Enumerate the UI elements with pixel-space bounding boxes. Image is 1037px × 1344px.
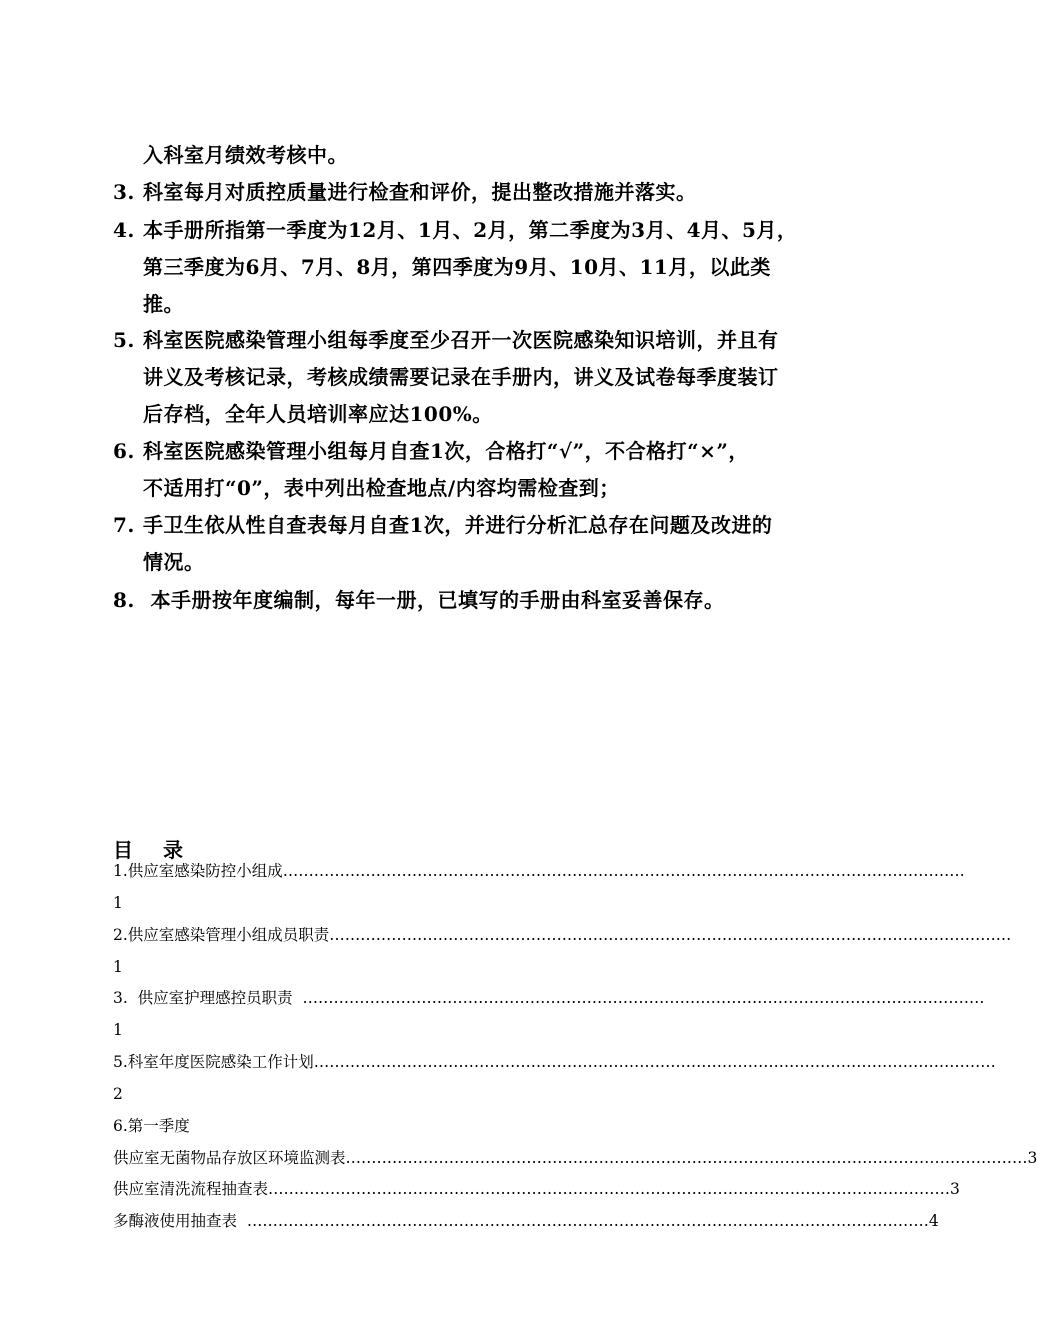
- rule-4: [113, 212, 843, 323]
- toc-entry-label: 供应室清洗流程抽查表: [113, 1180, 269, 1198]
- rule-7: [113, 507, 843, 581]
- toc-entry-page: 3: [950, 1180, 960, 1198]
- rule-line: 推。: [143, 292, 184, 316]
- rule-line: 科室医院感染管理小组每月自查1次，合格打“√”，不合格打“×”，: [143, 439, 749, 463]
- toc-entry-label: 2.供应室感染管理小组成员职责: [113, 926, 330, 944]
- toc-title-left: 目: [113, 838, 133, 862]
- rule-8: [113, 582, 843, 619]
- toc-entry-label: 6.第一季度: [113, 1117, 190, 1135]
- toc-entry-page: 1: [113, 958, 123, 976]
- toc-entry[interactable]: [113, 1148, 1037, 1168]
- rule-line: 不适用打“0”，表中列出检查地点/内容均需检查到；: [143, 476, 620, 500]
- toc-entry-page-row: [113, 1084, 835, 1104]
- toc-entry-page-row: [113, 1020, 835, 1040]
- toc-entry-label: 3. 供应室护理感控员职责: [113, 989, 303, 1007]
- toc-entry-label: 供应室无菌物品存放区环境监测表: [113, 1149, 346, 1167]
- rule-6: [113, 433, 843, 507]
- rule-line: 后存档，全年人员培训率应达100%。: [143, 402, 493, 426]
- toc-leader-dots: ……………………………………………………………………………………………………………………: [345, 1149, 1028, 1167]
- rule-number: 4.: [113, 218, 135, 242]
- toc-entry-page: 1: [113, 894, 123, 912]
- toc-leader-dots: ……………………………………………………………………………………………………………………: [282, 862, 965, 880]
- toc-leader-dots: ……………………………………………………………………………………………………………………: [302, 989, 985, 1007]
- rule-line: 本手册所指第一季度为12月、1月、2月，第二季度为3月、4月、5月，: [143, 218, 798, 242]
- toc-entry-page-row: [113, 893, 835, 913]
- toc-entry-label: 多酶液使用抽查表: [113, 1212, 247, 1230]
- toc-title-right: 录: [163, 838, 183, 862]
- toc-leader-dots: ……………………………………………………………………………………………………………………: [313, 1053, 996, 1071]
- rule-2-continuation: [113, 137, 843, 174]
- rule-number: 8.: [113, 588, 135, 612]
- toc-leader-dots: ……………………………………………………………………………………………………………………: [329, 926, 1012, 944]
- rule-number: 3.: [113, 180, 135, 204]
- toc-section-heading: [113, 1116, 835, 1136]
- toc-entry-page: 4: [928, 1212, 939, 1230]
- toc-leader-dots: ……………………………………………………………………………………………………………………: [246, 1212, 929, 1230]
- toc-entry-page: 3: [1027, 1149, 1037, 1167]
- rule-5: [113, 322, 843, 433]
- toc-entry[interactable]: [113, 1179, 960, 1199]
- rule-number: 6.: [113, 439, 135, 463]
- rule-line: 科室每月对质控质量进行检查和评价，提出整改措施并落实。: [143, 180, 697, 204]
- toc-entry-page: 1: [113, 1021, 123, 1039]
- toc-entry[interactable]: [113, 988, 985, 1008]
- toc-entry-page: 2: [113, 1085, 123, 1103]
- rule-number: 7.: [113, 513, 135, 537]
- toc-leader-dots: ……………………………………………………………………………………………………………………: [268, 1180, 951, 1198]
- rule-line: 手卫生依从性自查表每月自查1次，并进行分析汇总存在问题及改进的: [143, 513, 773, 537]
- toc-entry-label: 5.科室年度医院感染工作计划: [113, 1053, 314, 1071]
- rule-line: 讲义及考核记录，考核成绩需要记录在手册内，讲义及试卷每季度装订: [143, 365, 779, 389]
- rule-line: 本手册按年度编制，每年一册，已填写的手册由科室妥善保存。: [143, 588, 725, 612]
- toc-entry-label: 1.供应室感染防控小组成: [113, 862, 283, 880]
- toc-entry[interactable]: [113, 1211, 939, 1231]
- toc-entry[interactable]: [113, 861, 965, 881]
- rule-line: 入科室月绩效考核中。: [143, 143, 348, 167]
- rule-line: 科室医院感染管理小组每季度至少召开一次医院感染知识培训，并且有: [143, 328, 779, 352]
- toc-entry-page-row: [113, 957, 835, 977]
- rule-line: 情况。: [143, 550, 205, 574]
- rule-line: 第三季度为6月、7月、8月，第四季度为9月、10月、11月，以此类: [143, 255, 771, 279]
- toc-entry[interactable]: [113, 1052, 996, 1072]
- toc-title: [113, 834, 183, 863]
- rule-3: [113, 174, 843, 211]
- rule-number: 5.: [113, 328, 135, 352]
- toc-entry[interactable]: [113, 925, 1012, 945]
